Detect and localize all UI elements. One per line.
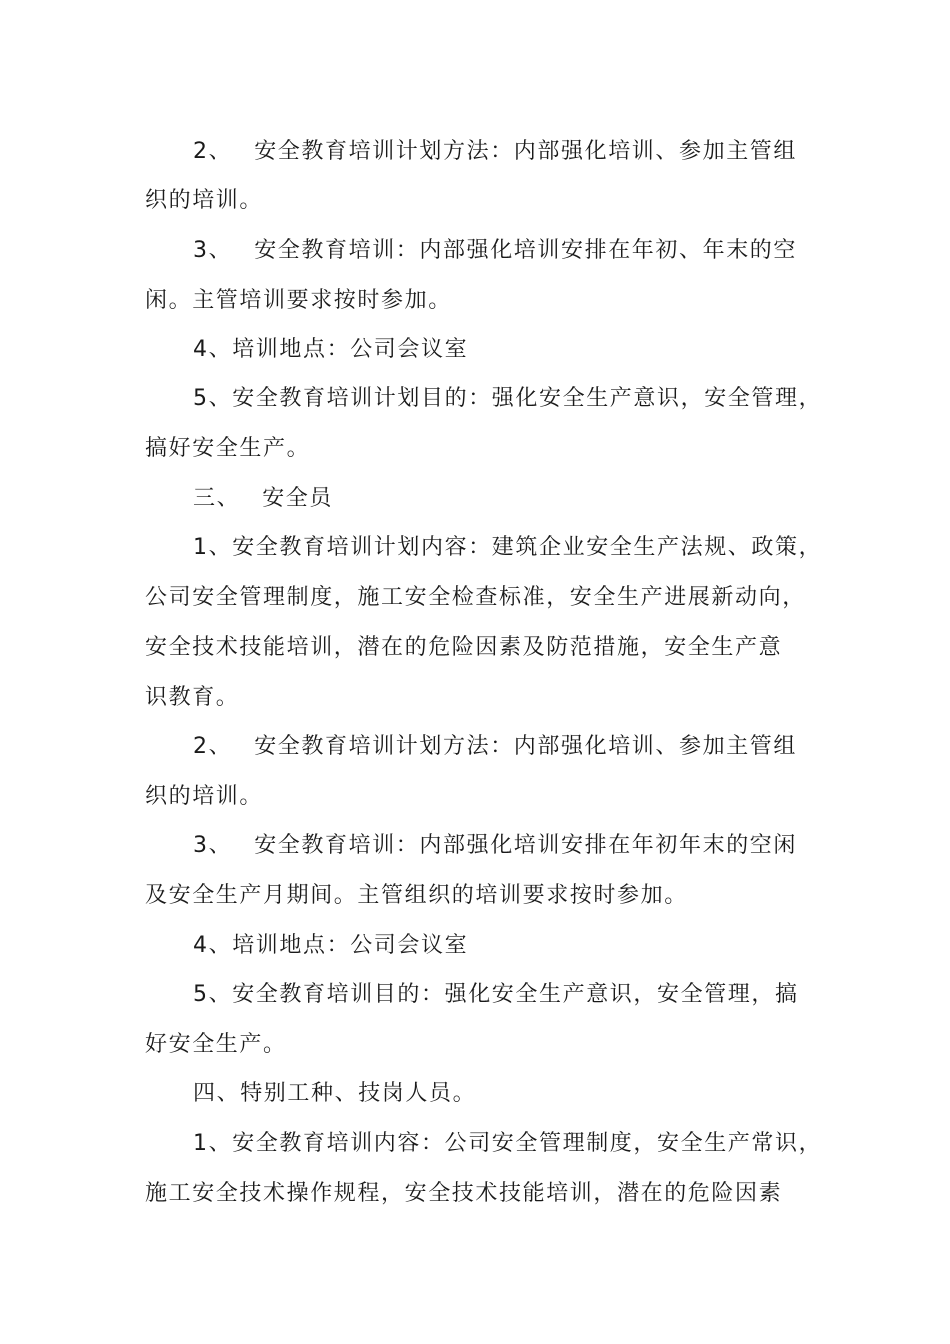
line-text: 4、培训地点：公司会议室 [193, 933, 469, 958]
line-text: 识教育。 [145, 685, 240, 710]
section-heading [193, 481, 815, 517]
section-heading [193, 1076, 815, 1112]
line-text: 1、安全教育培训内容：公司安全管理制度，安全生产常识， [193, 1131, 823, 1156]
line-text: 织的培训。 [145, 784, 264, 809]
paragraph-line [193, 1126, 823, 1162]
item-number: 3、 [193, 833, 233, 858]
paragraph-line [193, 828, 815, 864]
line-text: 搞好安全生产。 [145, 436, 311, 461]
paragraph-line [145, 1176, 815, 1212]
paragraph-line [145, 630, 815, 666]
line-text: 闲。主管培训要求按时参加。 [145, 288, 452, 313]
line-text: 1、安全教育培训计划内容：建筑企业安全生产法规、政策， [193, 535, 823, 560]
line-text: 安全教育培训计划方法：内部强化培训、参加主管组 [254, 139, 798, 164]
section-title: 安全员 [262, 486, 334, 511]
paragraph-line [145, 680, 815, 716]
paragraph-line [193, 134, 815, 170]
line-text: 织的培训。 [145, 188, 264, 213]
item-number: 2、 [193, 139, 233, 164]
paragraph-line [193, 530, 823, 566]
item-number: 2、 [193, 734, 233, 759]
paragraph-line [193, 381, 823, 417]
line-text: 安全技术技能培训，潜在的危险因素及防范措施，安全生产意 [145, 635, 783, 660]
paragraph-line [193, 332, 815, 368]
line-text: 5、安全教育培训目的：强化安全生产意识，安全管理，搞 [193, 982, 799, 1007]
paragraph-line [145, 431, 815, 467]
line-text: 施工安全技术操作规程，安全技术技能培训，潜在的危险因素 [145, 1181, 783, 1206]
paragraph-line [193, 729, 815, 765]
paragraph-line [145, 878, 815, 914]
line-text: 4、培训地点：公司会议室 [193, 337, 469, 362]
line-text: 安全教育培训计划方法：内部强化培训、参加主管组 [254, 734, 798, 759]
line-text: 5、安全教育培训计划目的：强化安全生产意识，安全管理， [193, 386, 823, 411]
paragraph-line [145, 580, 815, 616]
paragraph-line [145, 183, 815, 219]
line-text: 安全教育培训：内部强化培训安排在年初、年末的空 [254, 238, 798, 263]
section-number: 三、 [193, 486, 241, 511]
paragraph-line [145, 283, 815, 319]
paragraph-line [193, 928, 815, 964]
item-number: 3、 [193, 238, 233, 263]
line-text: 安全教育培训：内部强化培训安排在年初年末的空闲 [254, 833, 798, 858]
section-title: 四、特别工种、技岗人员。 [193, 1081, 477, 1106]
line-text: 及安全生产月期间。主管组织的培训要求按时参加。 [145, 883, 688, 908]
paragraph-line [193, 977, 815, 1013]
paragraph-line [193, 233, 815, 269]
line-text: 好安全生产。 [145, 1032, 287, 1057]
paragraph-line [145, 1027, 815, 1063]
line-text: 公司安全管理制度，施工安全检查标准，安全生产进展新动向， [145, 585, 806, 610]
paragraph-line [145, 779, 815, 815]
